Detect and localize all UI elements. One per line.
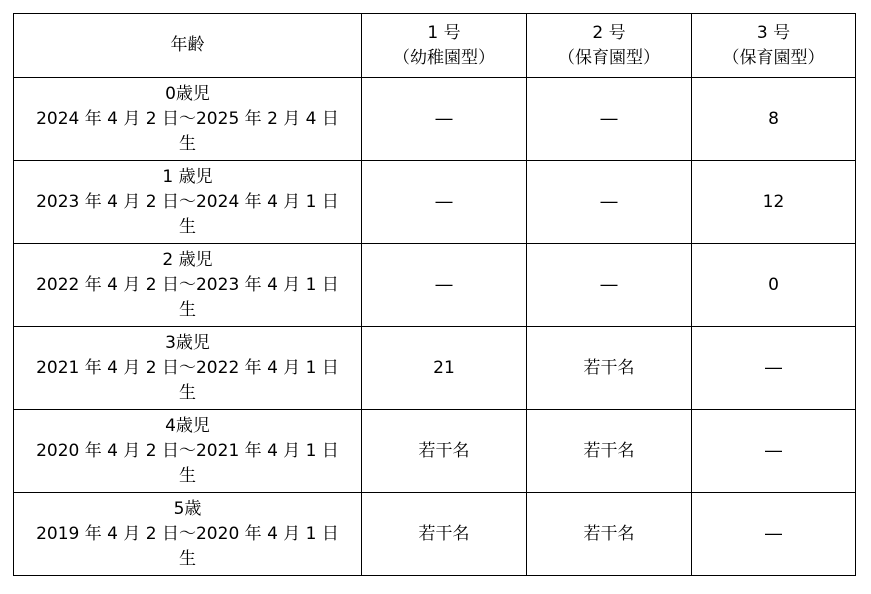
- type-2-cell: 若干名: [527, 493, 692, 576]
- birth-suffix: 生: [179, 382, 196, 403]
- age-label: 1 歳児: [162, 166, 213, 187]
- table-header-row: [14, 14, 856, 78]
- header-age-label: 年齢: [170, 35, 205, 55]
- header-type-3-kind: （保育園型）: [722, 47, 825, 68]
- table-row: [14, 327, 856, 410]
- table-row: [14, 410, 856, 493]
- header-age: [14, 14, 362, 78]
- birth-suffix: 生: [179, 216, 196, 237]
- birth-date-range: 2019 年 4 月 2 日～2020 年 4 月 1 日: [36, 523, 339, 544]
- header-type-3-number: 3 号: [756, 22, 791, 43]
- birth-suffix: 生: [179, 133, 196, 154]
- age-cell: [14, 410, 362, 493]
- type-2-cell: 若干名: [527, 410, 692, 493]
- age-cell: [14, 327, 362, 410]
- type-3-cell: ―: [692, 493, 856, 576]
- type-3-cell: ―: [692, 410, 856, 493]
- age-label: 4歳児: [165, 415, 210, 436]
- type-1-cell: 21: [362, 327, 527, 410]
- type-3-cell: ―: [692, 327, 856, 410]
- header-type-3: [692, 14, 856, 78]
- table-row: [14, 244, 856, 327]
- table-row: [14, 161, 856, 244]
- type-1-cell: 若干名: [362, 410, 527, 493]
- type-3-cell: 8: [692, 78, 856, 161]
- birth-date-range: 2021 年 4 月 2 日～2022 年 4 月 1 日: [36, 357, 339, 378]
- header-type-1-number: 1 号: [427, 22, 461, 43]
- age-label: 0歳児: [165, 83, 210, 104]
- header-type-1: [362, 14, 527, 78]
- enrollment-table-container: [13, 13, 856, 576]
- header-type-2-number: 2 号: [592, 22, 626, 43]
- age-label: 5歳: [173, 498, 202, 519]
- age-label: 2 歳児: [162, 249, 213, 270]
- type-2-cell: ―: [527, 244, 692, 327]
- table-row: [14, 78, 856, 161]
- type-2-cell: ―: [527, 78, 692, 161]
- type-2-cell: ―: [527, 161, 692, 244]
- birth-date-range: 2020 年 4 月 2 日～2021 年 4 月 1 日: [36, 440, 339, 461]
- age-label: 3歳児: [165, 332, 210, 353]
- type-2-cell: 若干名: [527, 327, 692, 410]
- age-cell: [14, 244, 362, 327]
- type-3-cell: 0: [692, 244, 856, 327]
- header-type-2-kind: （保育園型）: [558, 47, 660, 68]
- type-1-cell: ―: [362, 244, 527, 327]
- header-type-2: [527, 14, 692, 78]
- age-cell: [14, 493, 362, 576]
- age-cell: [14, 161, 362, 244]
- birth-suffix: 生: [179, 465, 196, 486]
- type-3-cell: 12: [692, 161, 856, 244]
- age-cell: [14, 78, 362, 161]
- birth-date-range: 2022 年 4 月 2 日～2023 年 4 月 1 日: [36, 274, 339, 295]
- enrollment-capacity-table: [13, 13, 856, 576]
- table-row: [14, 493, 856, 576]
- birth-date-range: 2024 年 4 月 2 日～2025 年 2 月 4 日: [36, 108, 339, 129]
- type-1-cell: ―: [362, 161, 527, 244]
- birth-suffix: 生: [179, 299, 196, 320]
- birth-suffix: 生: [179, 548, 196, 569]
- birth-date-range: 2023 年 4 月 2 日～2024 年 4 月 1 日: [36, 191, 339, 212]
- header-type-1-kind: （幼稚園型）: [393, 47, 495, 68]
- type-1-cell: ―: [362, 78, 527, 161]
- type-1-cell: 若干名: [362, 493, 527, 576]
